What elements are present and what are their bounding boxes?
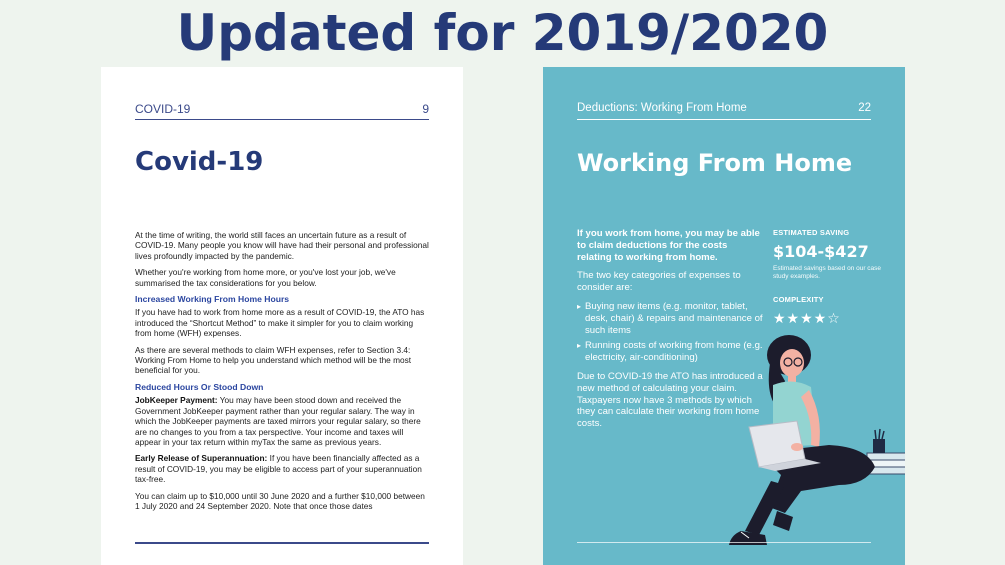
saving-value: $104-$427 [773, 242, 869, 261]
section-name: COVID-19 [135, 102, 191, 116]
paragraph: Whether you're working from home more, or you've lost your job, we've summarised the tax considerations for you below. [135, 267, 396, 288]
paragraph: Due to COVID-19 the ATO has introduced a new method of calculating your claim. Taxpayers now have 3 methods by which they can calculate their working from home costs. [577, 370, 763, 430]
saving-note: Estimated savings based on our case study examples. [773, 265, 882, 280]
list-item: ▸ Buying new items (e.g. monitor, tablet, desk, chair) & repairs and maintenance of such items [577, 301, 763, 336]
section-name: Deductions: Working From Home [577, 102, 747, 114]
summary-sidebar [773, 228, 883, 327]
header-divider [577, 119, 871, 120]
header-divider [135, 119, 429, 120]
page-header [135, 102, 429, 118]
page-number: 9 [422, 102, 429, 116]
complexity-rating: ★★★★☆ [773, 310, 841, 326]
footer-divider [135, 542, 429, 544]
super-text: If you have been financially affected as a result of COVID-19, you may be eligible to access part of your superannuation tax-free. [135, 453, 422, 485]
list-item: ▸ Running costs of working from home (e.g. electricity, air-conditioning) [577, 340, 763, 364]
page-working-from-home [543, 67, 905, 565]
woman-laptop-illustration [689, 335, 905, 565]
page-title: Covid-19 [135, 147, 264, 177]
paragraph: As there are several methods to claim WFH expenses, refer to Section 3.4: Working From Home to help you understand which method will be the most beneficial for you. [135, 344, 412, 376]
page-header [577, 102, 871, 118]
page-body [135, 230, 431, 517]
footer-divider [577, 542, 871, 543]
jobkeeper-text: You may have been stood down and received the Government JobKeeper payment rather than your regular salary. The way in which the JobKeeper payments are taxed mirrors your regular salary, so there are no changes to you from a tax perspective. Your income and taxes will appear in your tax return within myTax the same as previous years. [135, 395, 421, 447]
paragraph-super [135, 453, 431, 484]
page-covid-19 [101, 67, 463, 565]
paragraph: If you have had to work from home more as a result of COVID-19, the ATO has introduced the “Shortcut Method” to make it simpler for you to claim working from home (WFH) expenses. [135, 307, 425, 339]
super-label: Early Release of Superannuation: [135, 453, 268, 464]
saving-label: ESTIMATED SAVING [773, 228, 850, 237]
paragraph: The two key categories of expenses to consider are: [577, 270, 741, 294]
paragraph-jobkeeper [135, 395, 431, 447]
page-number: 22 [858, 102, 871, 114]
paragraph: You can claim up to $10,000 until 30 June 2020 and a further $10,000 between 1 July 2020 and 24 September 2020. Note that once those dates [135, 490, 425, 511]
paragraph: At the time of writing, the world still faces an uncertain future as a result of COVID-19. Many people you know will have had their personal and professional lives profoundly impacted by the pandemic. [135, 230, 429, 261]
subheading-wfh: Increased Working From Home Hours [135, 294, 290, 305]
subheading-reduced-hours: Reduced Hours Or Stood Down [135, 381, 264, 392]
lead-paragraph: If you work from home, you may be able to claim deductions for the costs relating to working from home. [577, 228, 760, 263]
jobkeeper-label: JobKeeper Payment: [135, 395, 218, 406]
complexity-label: COMPLEXITY [773, 295, 824, 304]
headline: Updated for 2019/2020 [176, 4, 829, 62]
page-title: Working From Home [577, 149, 853, 177]
